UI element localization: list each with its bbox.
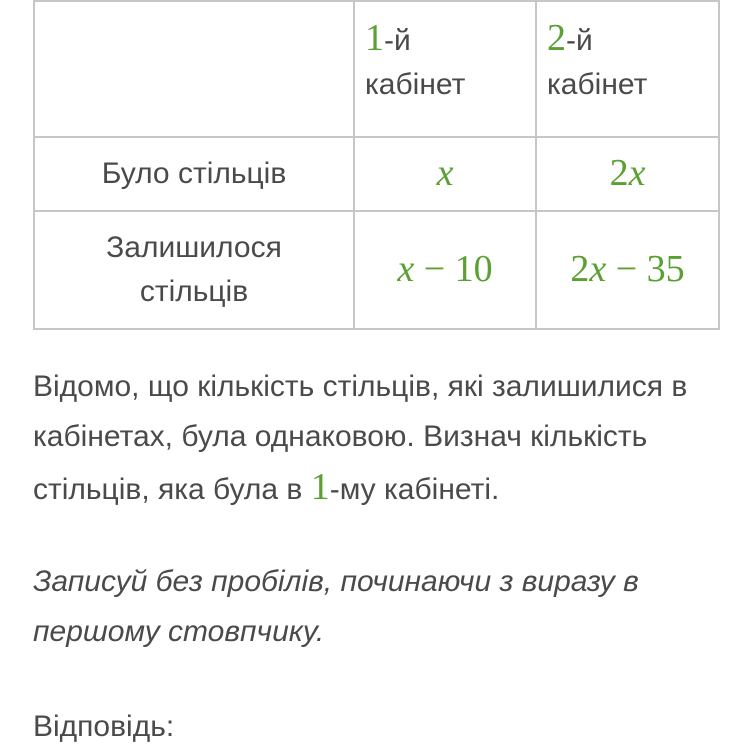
table-row bbox=[34, 211, 719, 329]
math-coefficient: 2 bbox=[609, 151, 629, 194]
column-header-label: кабінет bbox=[547, 68, 648, 101]
column-header-office-2 bbox=[536, 1, 719, 137]
math-rest: − 10 bbox=[414, 247, 493, 290]
table-header-row bbox=[34, 1, 719, 137]
office-number: 2 bbox=[547, 17, 566, 59]
math-coefficient: 2 bbox=[570, 247, 590, 290]
column-header-office-1 bbox=[354, 1, 536, 137]
math-variable: x bbox=[397, 247, 415, 290]
instruction-text: Записуй без пробілів, починаючи з виразу в першому стовпчику. bbox=[33, 565, 639, 648]
math-variable: x bbox=[589, 247, 607, 290]
data-table bbox=[33, 0, 720, 330]
ordinal-suffix: -й bbox=[384, 24, 411, 57]
math-variable: x bbox=[436, 151, 454, 194]
empty-corner-cell bbox=[34, 1, 354, 137]
cell-office-1-left bbox=[354, 211, 536, 329]
answer-label: Відповідь: bbox=[33, 710, 175, 743]
math-rest: − 35 bbox=[606, 247, 685, 290]
cell-office-1-was bbox=[354, 137, 536, 211]
row-label-was: Було стільців bbox=[34, 137, 354, 211]
table-row bbox=[34, 137, 719, 211]
ordinal-suffix: -й bbox=[566, 24, 593, 57]
row-label-left: Залишилося стільців bbox=[34, 211, 354, 329]
office-number: 1 bbox=[310, 466, 330, 508]
column-header-label: кабінет bbox=[365, 68, 466, 101]
cell-office-2-was bbox=[536, 137, 719, 211]
office-number: 1 bbox=[365, 17, 384, 59]
problem-statement: Відомо, що кількість стільців, які залишилися в кабінетах, була однаковою. Визнач кількість стільців, яка була в 1-му кабінеті. bbox=[33, 370, 688, 508]
cell-office-2-left bbox=[536, 211, 719, 329]
math-variable: x bbox=[628, 151, 646, 194]
